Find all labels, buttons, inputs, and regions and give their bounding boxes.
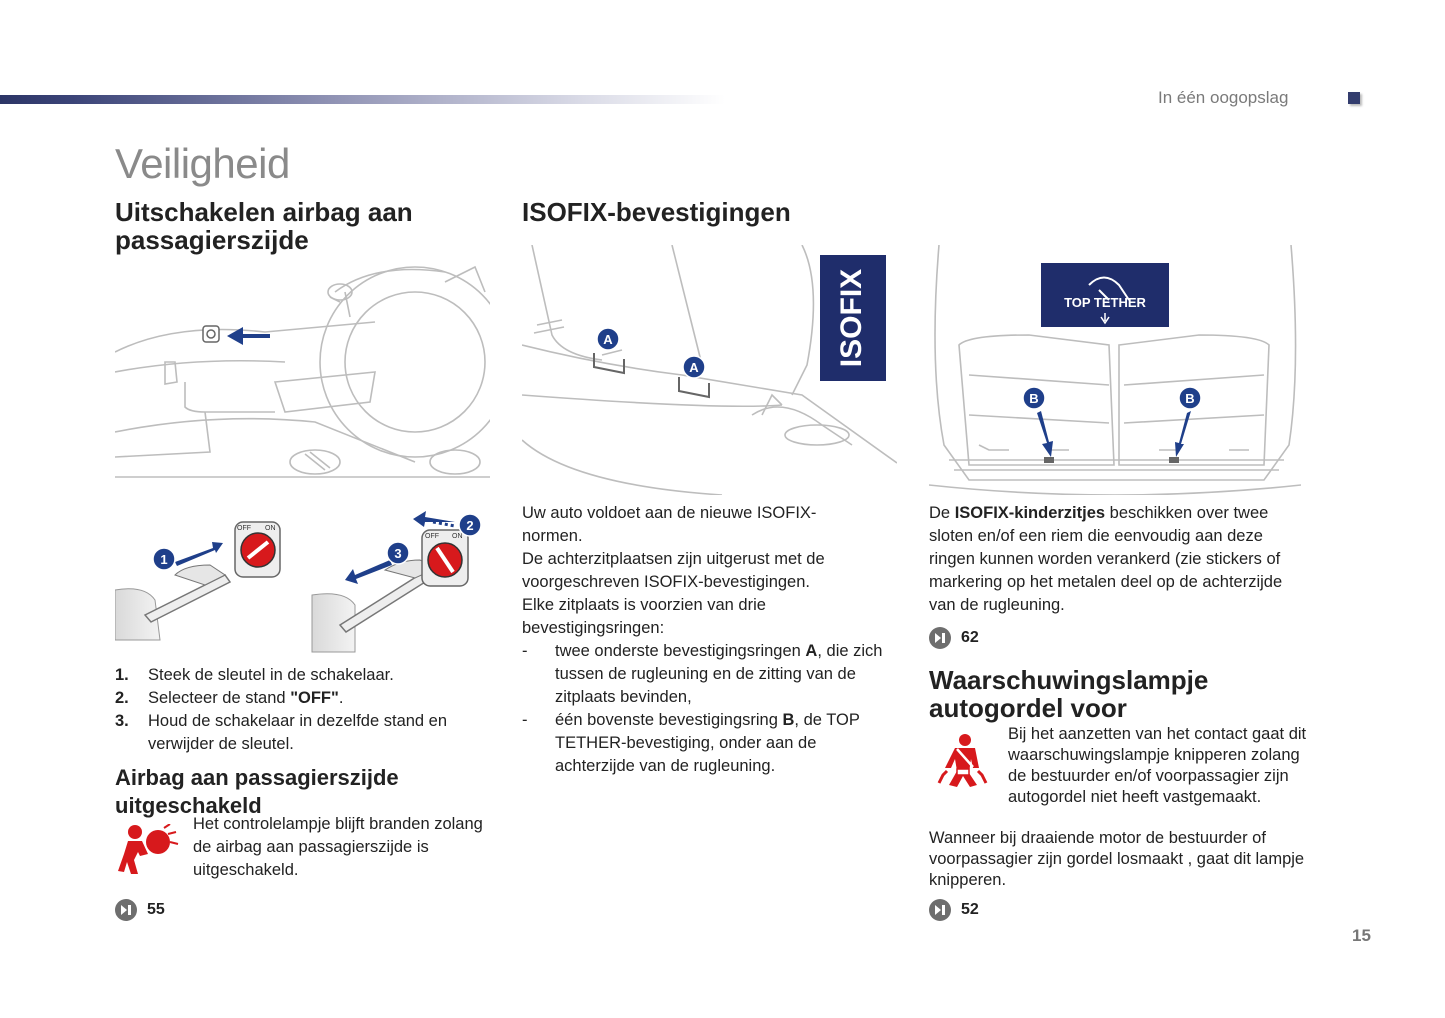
bullet-bold: B — [782, 711, 795, 729]
airbag-steps-list — [115, 664, 495, 756]
child-seats-text: De — [929, 504, 955, 522]
text-line: Uw auto voldoet aan de nieuwe ISOFIX- — [522, 504, 817, 522]
page-ref-number: 62 — [961, 629, 979, 646]
step-number: 3. — [115, 712, 129, 730]
switch-on-label-2: ON — [452, 533, 463, 540]
page-ref-icon — [929, 627, 951, 649]
child-seats-bold: ISOFIX-kinderzitjes — [954, 504, 1106, 522]
anchor-label-b-2: B — [1185, 391, 1195, 406]
page-title: Veiligheid — [115, 140, 290, 187]
ref-link-isofix[interactable] — [929, 627, 979, 649]
airbag-heading: Uitschakelen airbag aan passagierszijde — [115, 197, 413, 255]
bullet-text: twee onderste bevestigingsringen — [555, 642, 806, 660]
text-line: voorgeschreven ISOFIX-bevestigingen. — [522, 573, 810, 591]
bullet-bold: A — [805, 642, 818, 660]
switch-off-label: OFF — [237, 525, 251, 532]
page-number: 15 — [1352, 926, 1371, 945]
ref-link-airbag[interactable] — [115, 899, 165, 921]
switch-on-label: ON — [265, 525, 276, 532]
seatbelt-text-1: Bij het aanzetten van het contact gaat dit waarschuwingslampje knipperen zolang de bestuurder en/of voorpassagier zijn autogordel niet heeft vastgemaakt. — [1008, 725, 1307, 806]
page-ref-icon — [115, 899, 137, 921]
list-item — [115, 664, 495, 687]
seatbelt-warning-icon — [935, 733, 990, 788]
ref-link-seatbelt[interactable] — [929, 899, 979, 921]
seatbelt-text-2: Wanneer bij draaiende motor de bestuurder of voorpassagier zijn gordel losmaakt , gaat dit lampje knipperen. — [929, 829, 1305, 889]
callout-1: 1 — [160, 552, 168, 567]
anchor-label-a-2: A — [689, 360, 699, 375]
list-item — [522, 709, 897, 778]
step-text: Steek de sleutel in de schakelaar. — [148, 666, 394, 684]
trunk-top-tether-illustration — [929, 245, 1301, 495]
isofix-heading: ISOFIX-bevestigingen — [522, 197, 791, 227]
callout-3: 3 — [394, 546, 402, 561]
text-line: normen. — [522, 527, 583, 545]
section-marker — [1348, 92, 1360, 104]
text-line: De achterzitplaatsen zijn uitgerust met de — [522, 550, 825, 568]
isofix-logo: ISOFIX — [834, 268, 868, 368]
anchor-label-b: B — [1029, 391, 1039, 406]
step-text: . — [338, 689, 344, 707]
step-text: Selecteer de stand — [148, 689, 291, 707]
airbag-off-text: Het controlelampje blijft branden zolang de airbag aan passagierszijde is uitgeschakeld. — [193, 815, 483, 879]
text-line: bevestigingsringen: — [522, 619, 665, 637]
isofix-intro — [522, 502, 897, 778]
list-item — [115, 710, 495, 756]
step-text-bold: "OFF" — [290, 689, 339, 707]
isofix-child-seats-text — [929, 502, 1309, 617]
child-seats-text: beschikken over twee sloten en/of een riem die eenvoudig aan deze ringen kunnen worden verankerd (zie stickers of markering op het metalen deel op de achterzijde van de rugleuning. — [929, 504, 1283, 614]
list-item — [522, 640, 897, 709]
bullet-dash: - — [522, 642, 528, 660]
page-ref-icon — [929, 899, 951, 921]
bullet-text: één bovenste bevestigingsring — [555, 711, 783, 729]
step-text: Houd de schakelaar in dezelfde stand en verwijder de sleutel. — [148, 712, 448, 753]
page-ref-number: 52 — [961, 901, 979, 918]
bullet-dash: - — [522, 711, 528, 729]
airbag-off-warning-icon — [118, 824, 180, 876]
switch-off-label-2: OFF — [425, 533, 439, 540]
callout-2: 2 — [466, 518, 474, 533]
header-gradient-bar — [0, 95, 725, 104]
bullet-text: , die zich tussen de rugleuning en de zitting van de zitplaats bevinden, — [555, 642, 883, 706]
anchor-label-a: A — [603, 332, 613, 347]
section-label: In één oogopslag — [1158, 88, 1289, 107]
text-line: Elke zitplaats is voorzien van drie — [522, 596, 766, 614]
dashboard-illustration — [115, 262, 490, 480]
step-number: 2. — [115, 689, 129, 707]
seatbelt-heading: Waarschuwingslampje autogordel voor — [929, 665, 1209, 723]
bullet-text: , de TOP TETHER-bevestiging, onder aan de achterzijde van de rugleuning. — [555, 711, 860, 775]
list-item — [115, 687, 495, 710]
step-number: 1. — [115, 666, 129, 684]
page-ref-number: 55 — [147, 901, 165, 918]
key-switch-illustration — [115, 500, 490, 655]
isofix-seat-illustration — [522, 245, 897, 495]
airbag-off-heading: Airbag aan passagierszijde uitgeschakeld — [115, 765, 399, 818]
top-tether-logo: TOP TETHER — [1064, 295, 1146, 310]
